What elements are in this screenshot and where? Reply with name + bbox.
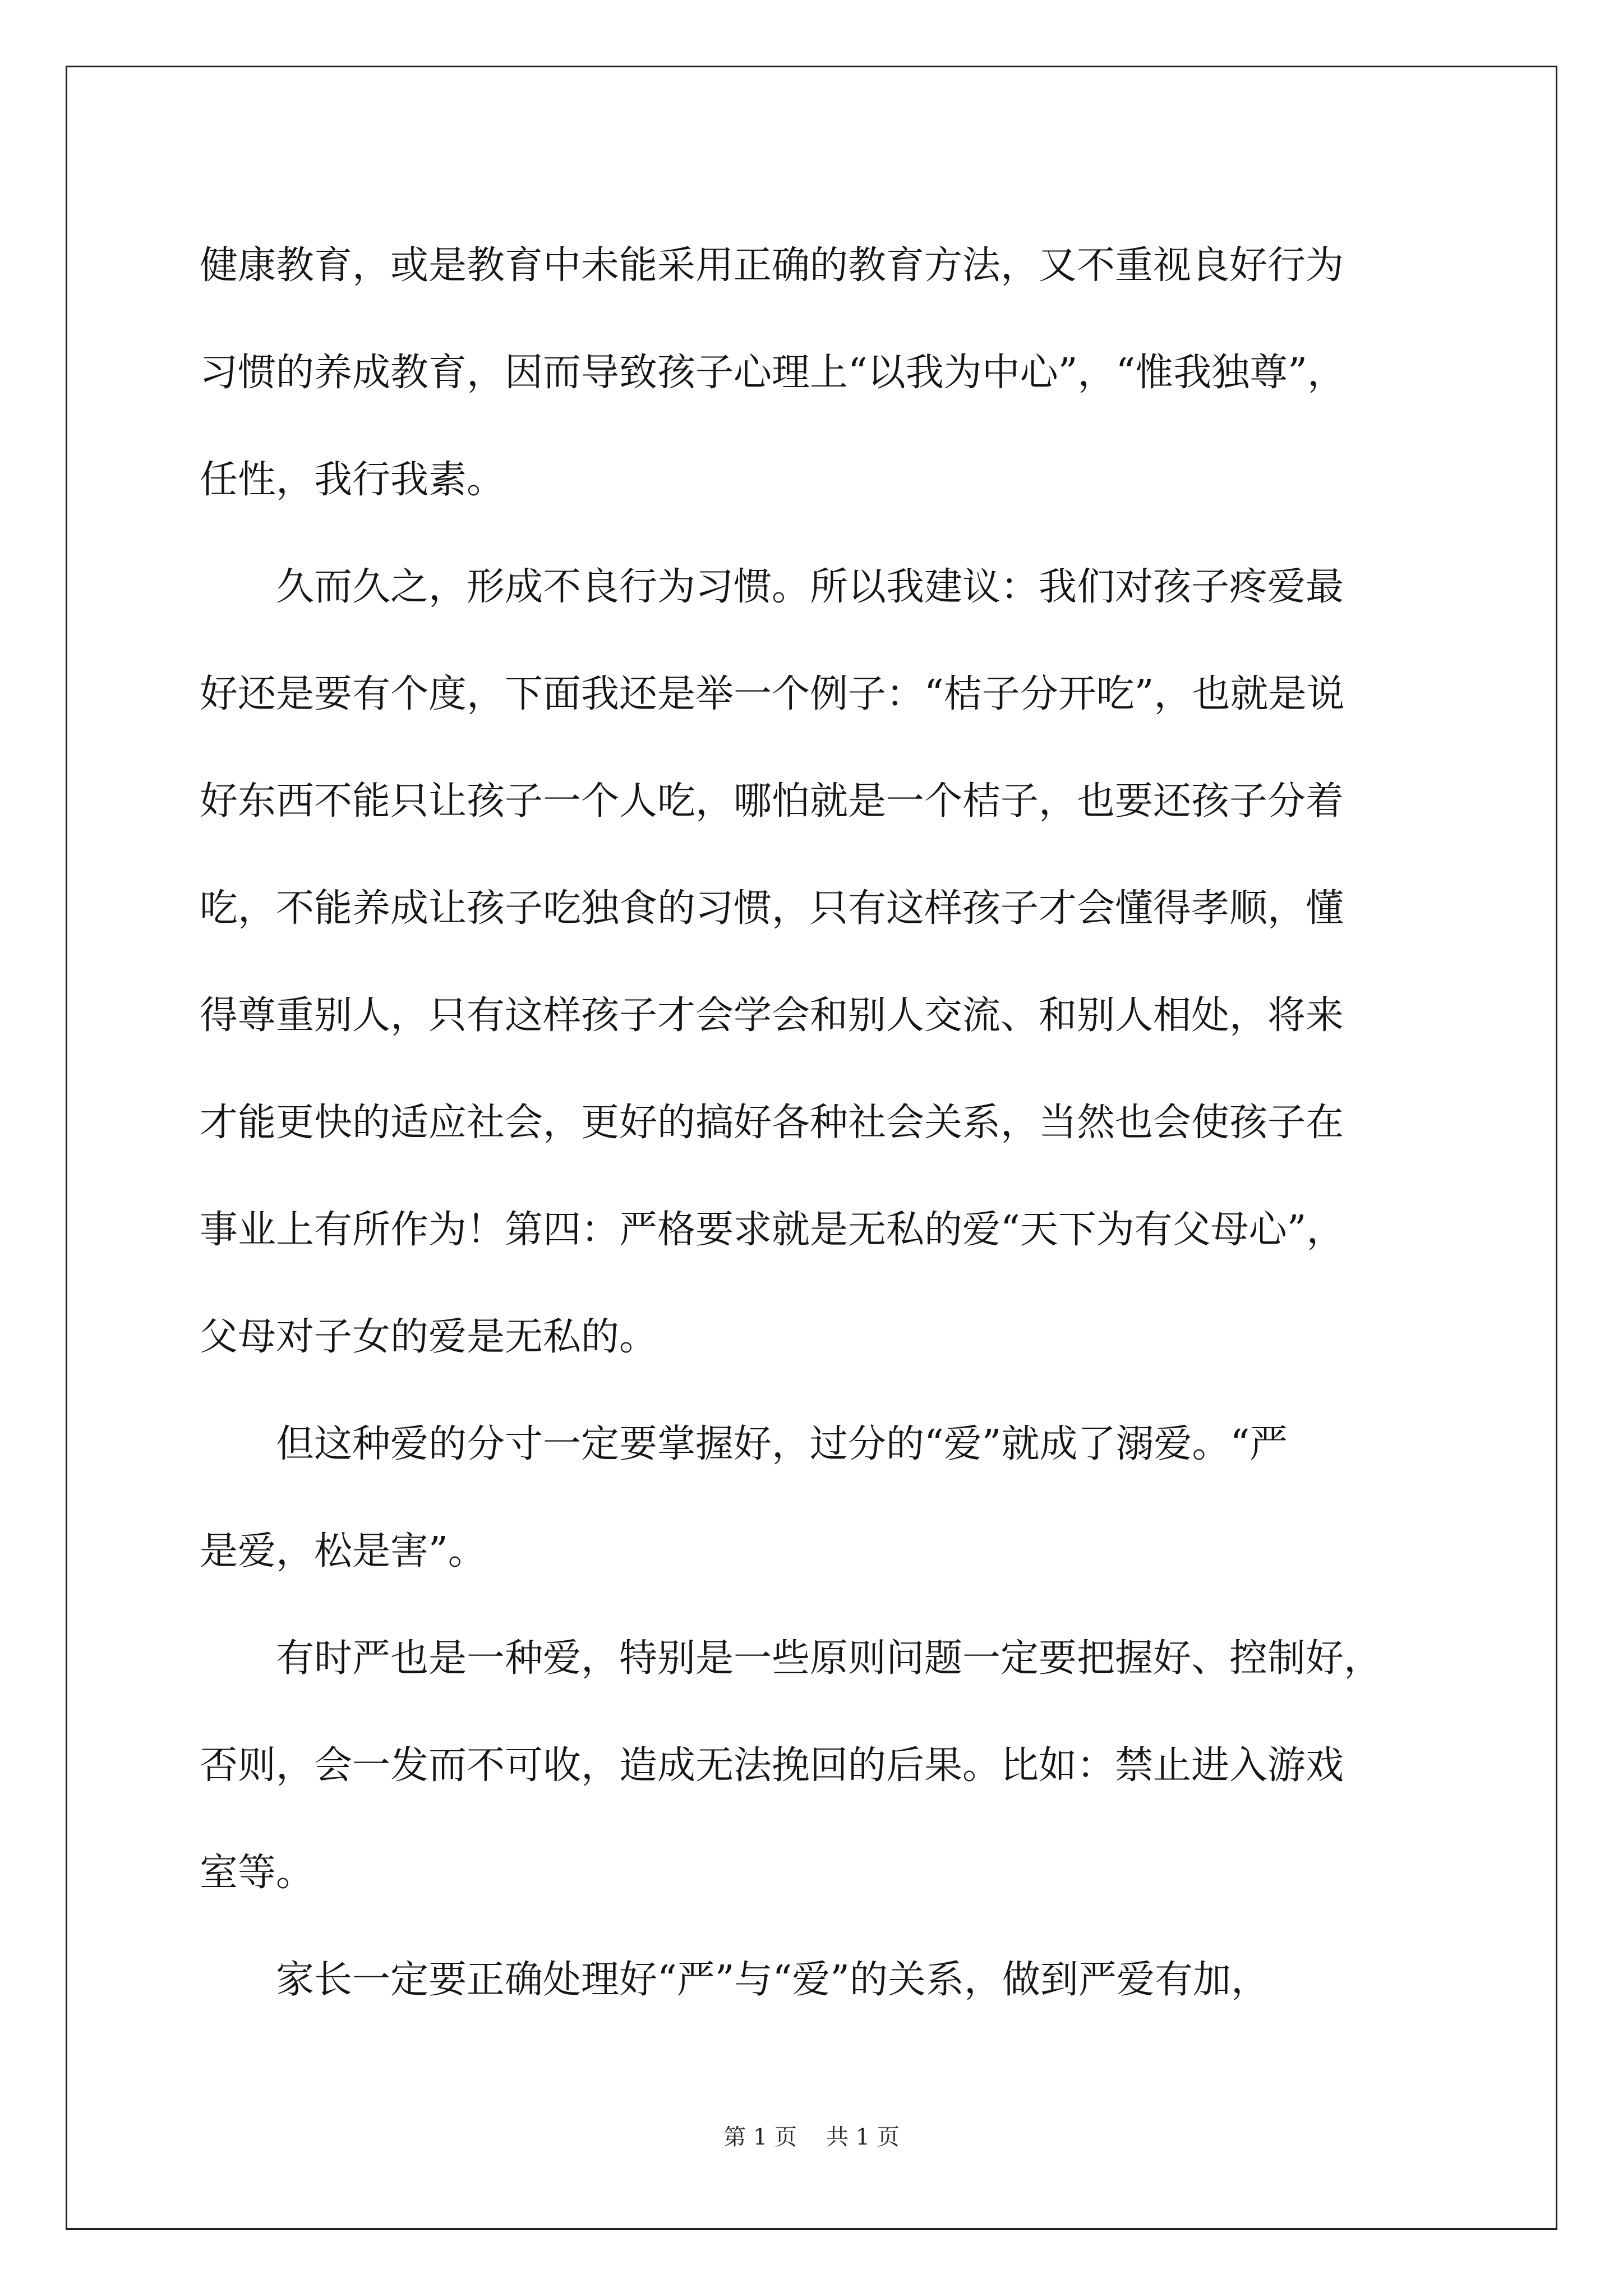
text-line: 但这种爱的分寸一定要掌握好，过分的“爱”就成了溺爱。“严 xyxy=(276,1422,1288,1466)
text-line: 才能更快的适应社会，更好的搞好各种社会关系，当然也会使孩子在 xyxy=(200,1101,1344,1145)
paragraph-4 xyxy=(200,1605,1428,1926)
page-number: 第 1 页 xyxy=(723,2124,797,2150)
text-line: 健康教育，或是教育中未能采用正确的教育方法，又不重视良好行为 xyxy=(200,243,1344,288)
text-line: 事业上有所作为！第四：严格要求就是无私的爱“天下为有父母心”， xyxy=(200,1208,1345,1252)
text-line: 久而久之，形成不良行为习惯。所以我建议：我们对孩子疼爱最 xyxy=(276,565,1344,609)
text-line: 父母对子女的爱是无私的。 xyxy=(200,1315,658,1359)
paragraph-2 xyxy=(200,533,1428,1391)
text-line: 有时严也是一种爱，特别是一些原则问题一定要把握好、控制好， xyxy=(276,1636,1382,1681)
page-total: 共 1 页 xyxy=(826,2124,900,2150)
text-line: 任性，我行我素。 xyxy=(200,458,505,502)
paragraph-5 xyxy=(200,1926,1428,2033)
text-line: 得尊重别人，只有这样孩子才会学会和别人交流、和别人相处，将来 xyxy=(200,993,1344,1038)
text-line: 好还是要有个度，下面我还是举一个例子：“桔子分开吃”，也就是说 xyxy=(200,672,1345,716)
text-line: 是爱，松是害”。 xyxy=(200,1529,486,1573)
text-line: 好东西不能只让孩子一个人吃，哪怕就是一个桔子，也要还孩子分着 xyxy=(200,779,1344,823)
text-line: 室等。 xyxy=(200,1851,315,1895)
paragraph-3 xyxy=(200,1391,1428,1605)
text-line: 吃，不能养成让孩子吃独食的习惯，只有这样孩子才会懂得孝顺，懂 xyxy=(200,886,1344,931)
text-line: 否则，会一发而不可收，造成无法挽回的后果。比如：禁止进入游戏 xyxy=(200,1743,1344,1788)
paragraph-1 xyxy=(200,212,1428,533)
text-line: 习惯的养成教育，因而导致孩子心理上“以我为中心”，“惟我独尊”， xyxy=(200,351,1346,395)
text-line: 家长一定要正确处理好“严”与“爱”的关系，做到严爱有加， xyxy=(276,1958,1270,2002)
document-body xyxy=(200,212,1428,2033)
page-footer xyxy=(0,2119,1623,2151)
